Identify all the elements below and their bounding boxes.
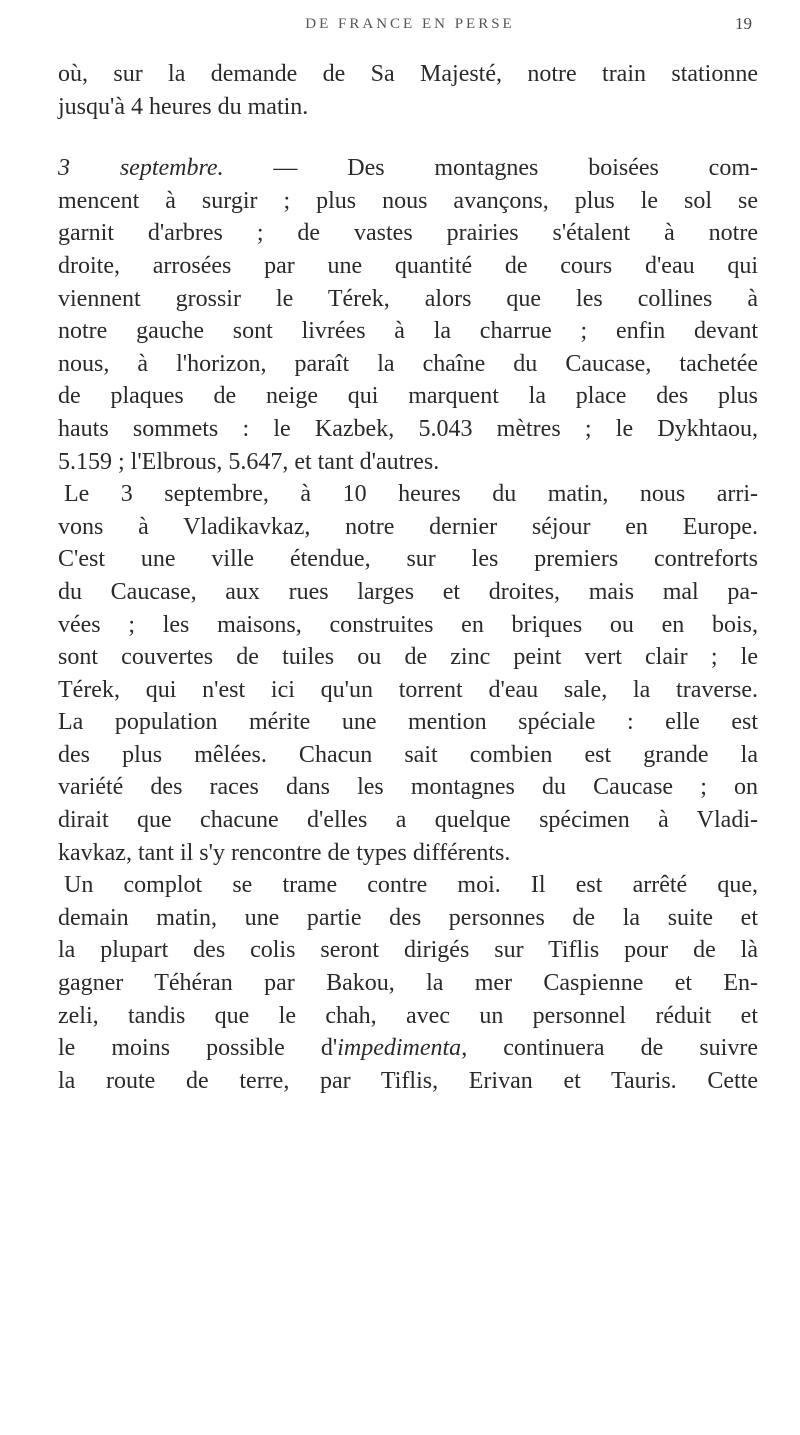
text-line — [58, 1032, 758, 1065]
text-line: viennent grossir le Térek, alors que les collines à — [58, 285, 758, 312]
italic-term: impedimenta — [337, 1035, 462, 1062]
text-line: la plupart des colis seront dirigés sur Tiflis pour de là — [58, 937, 758, 964]
body-text — [58, 58, 758, 1097]
text-line: mencent à surgir ; plus nous avançons, plus le sol se — [58, 187, 758, 214]
text-line: des plus mêlées. Chacun sait combien est grande la — [58, 741, 758, 768]
text-line: vons à Vladikavkaz, notre dernier séjour en Europe. — [58, 513, 758, 540]
text-line: kavkaz, tant il s'y rencontre de types différents. — [58, 839, 511, 866]
text-line: Le 3 septembre, à 10 heures du matin, nous arri- — [64, 481, 758, 508]
text-line: demain matin, une partie des personnes de la suite et — [58, 904, 758, 931]
paragraph — [58, 869, 758, 1097]
text-line: gagner Téhéran par Bakou, la mer Caspienne et En- — [58, 970, 758, 997]
text-line: droite, arrosées par une quantité de cours d'eau qui — [58, 252, 758, 279]
text-line: zeli, tandis que le chah, avec un personnel réduit et — [58, 1002, 758, 1029]
running-head: DE FRANCE EN PERSE — [305, 16, 515, 32]
text-line: 5.159 ; l'Elbrous, 5.647, et tant d'autres. — [58, 448, 440, 475]
text-line: garnit d'arbres ; de vastes prairies s'étalent à notre — [58, 220, 758, 247]
page-number: 19 — [735, 14, 752, 33]
text-line: hauts sommets : le Kazbek, 5.043 mètres ; le Dykhtaou, — [58, 415, 758, 442]
text-line: jusqu'à 4 heures du matin. — [58, 93, 309, 120]
date-label: 3 septembre. — [58, 155, 224, 182]
paragraph — [58, 58, 758, 123]
text-line: Térek, qui n'est ici qu'un torrent d'eau sale, la traverse. — [58, 676, 758, 703]
text-fragment: — Des montagnes boisées com- — [273, 155, 758, 182]
text-line: notre gauche sont livrées à la charrue ; enfin devant — [58, 318, 758, 345]
text-fragment: le moins possible d' — [58, 1035, 338, 1062]
text-line: du Caucase, aux rues larges et droites, mais mal pa- — [58, 578, 758, 605]
text-line: nous, à l'horizon, paraît la chaîne du Caucase, tachetée — [58, 350, 758, 377]
text-line — [58, 152, 758, 185]
text-line: de plaques de neige qui marquent la place des plus — [58, 383, 758, 410]
paragraph — [58, 478, 758, 869]
text-line: sont couvertes de tuiles ou de zinc peint vert clair ; le — [58, 644, 758, 671]
text-line: la route de terre, par Tiflis, Erivan et Tauris. Cette — [58, 1067, 758, 1094]
text-line: dirait que chacune d'elles a quelque spécimen à Vladi- — [58, 807, 758, 834]
text-line: vées ; les maisons, construites en briques ou en bois, — [58, 611, 758, 638]
text-line: Un complot se trame contre moi. Il est arrêté que, — [64, 872, 758, 899]
text-line: La population mérite une mention spéciale : elle est — [58, 709, 758, 736]
text-line: C'est une ville étendue, sur les premiers contreforts — [58, 546, 758, 573]
text-fragment: , continuera de suivre — [461, 1035, 758, 1062]
text-line: où, sur la demande de Sa Majesté, notre train stationne — [58, 61, 758, 87]
paragraph — [58, 152, 758, 478]
text-line: variété des races dans les montagnes du Caucase ; on — [58, 774, 758, 801]
